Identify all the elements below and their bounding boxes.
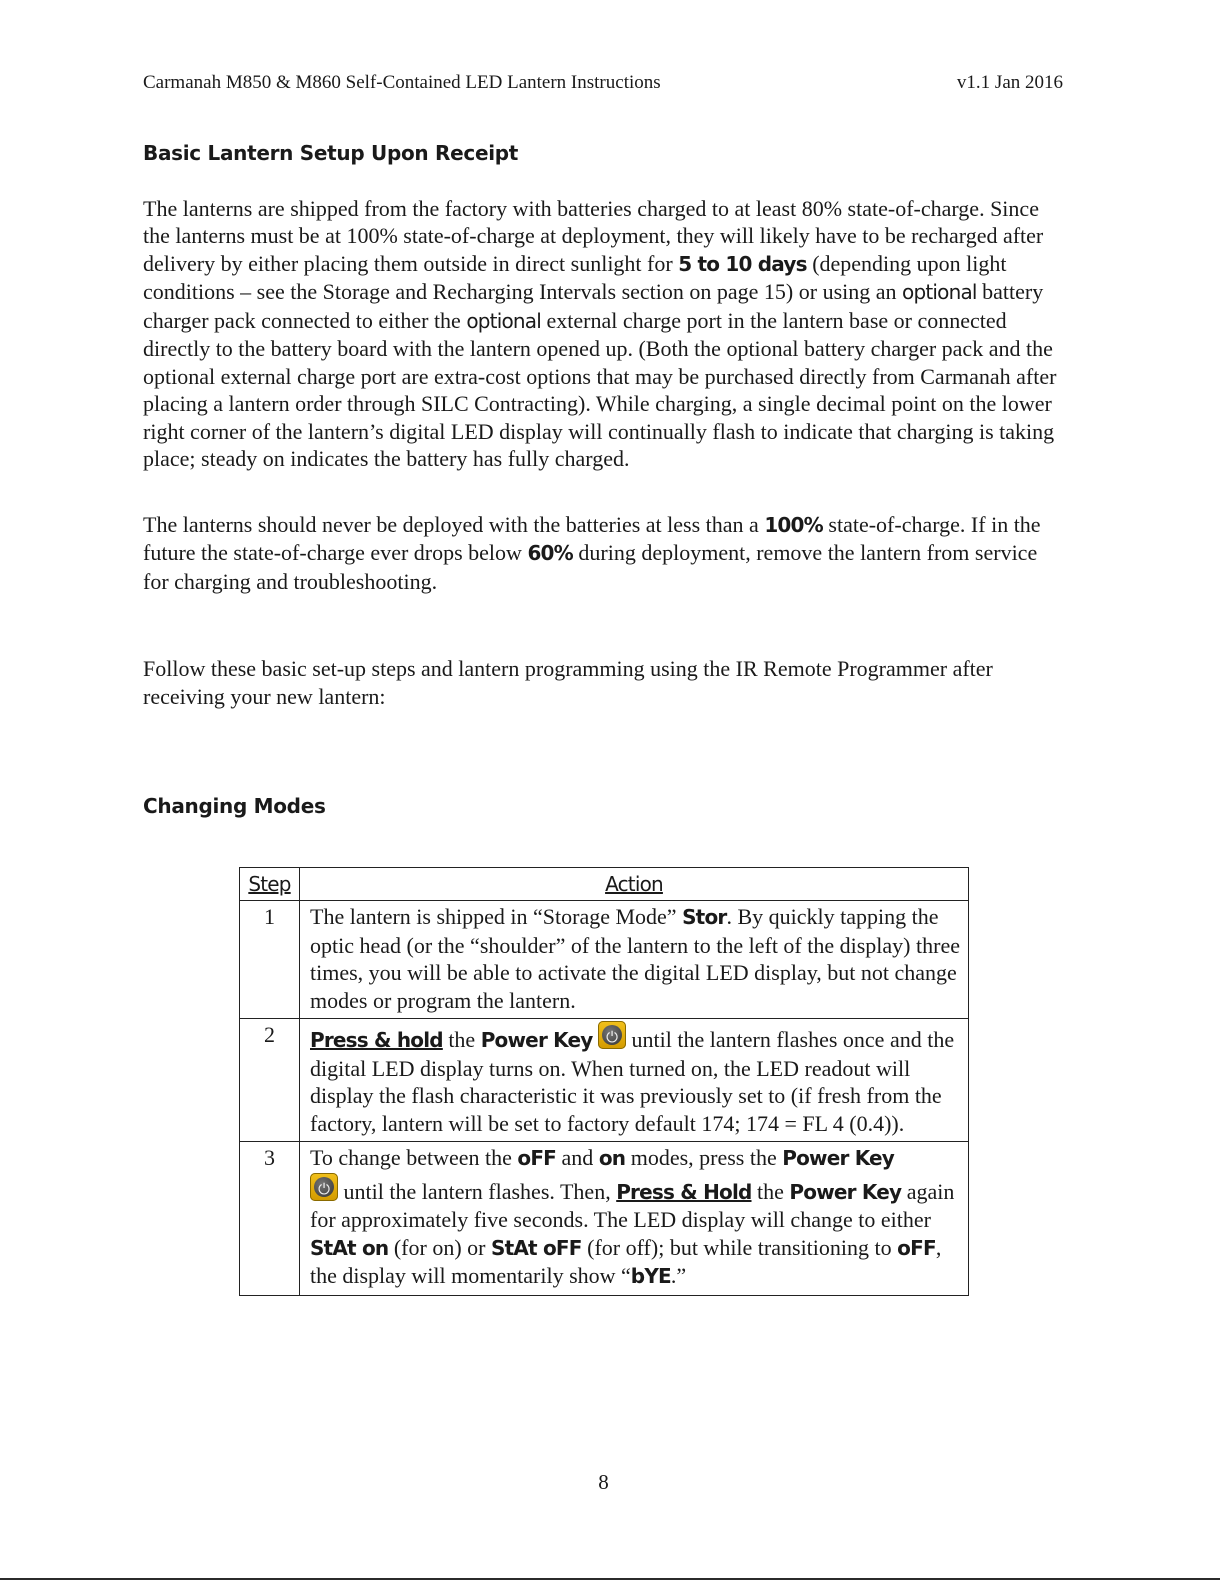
text-run: until the lantern flashes. Then, (338, 1178, 617, 1204)
text-run: external charge port in the lantern base or connected directly to the battery board with the lantern opened up. (Both the optional battery charger pack and the optional external charge port are extra-cost options that may be purchased directly from Carmanah after placing a lantern order through SILC Contracting). While charging, a single decimal point on the lower right corner of the lantern’s digital LED display will continually flash to indicate that charging is taking place; steady on indicates the battery has fully charged. (143, 307, 1057, 471)
text-run: the (751, 1178, 790, 1204)
steps-table (239, 867, 969, 1296)
text-run: (for on) or (388, 1234, 491, 1260)
text-run: and (556, 1145, 599, 1170)
step-number: 2 (240, 1019, 300, 1142)
mode-bye: bYE (630, 1264, 671, 1288)
text-run: the (442, 1027, 481, 1052)
step-number: 3 (240, 1142, 300, 1296)
step-action (300, 1019, 969, 1142)
page-number: 8 (598, 1470, 609, 1494)
table-header-row (240, 867, 969, 901)
paragraph-shipping (143, 195, 1068, 473)
text-run: , the display will momentarily show “ (310, 1234, 942, 1288)
text-run: The lanterns should never be deployed with the batteries at less than a (143, 511, 765, 537)
text-run: To change between the (310, 1145, 518, 1170)
section-heading-changing-modes: Changing Modes (143, 794, 326, 818)
table-row (240, 1019, 969, 1142)
emphasis-60: 60% (527, 541, 573, 565)
emphasis-power-key: Power Key (480, 1028, 593, 1052)
text-run: (depending upon light conditions – see the Storage and Recharging Intervals section on page 15) or using an (143, 250, 1007, 304)
step-action (300, 1142, 969, 1296)
column-header-action: Action (300, 867, 969, 901)
emphasis-optional: optional (902, 280, 977, 304)
document-version: v1.1 Jan 2016 (956, 72, 1063, 93)
mode-stat-off: StAt oFF (491, 1235, 582, 1260)
emphasis-100: 100% (764, 512, 823, 537)
emphasis-power-key: Power Key (789, 1179, 902, 1204)
section-heading-setup: Basic Lantern Setup Upon Receipt (143, 141, 519, 165)
text-run: (for off); but while transitioning to (581, 1234, 898, 1260)
power-key-icon (598, 1021, 626, 1049)
emphasis-press-hold: Press & hold (310, 1028, 443, 1052)
text-run: state-of-charge. If in the future the state-of-charge ever drops below (143, 511, 1041, 565)
table-row (240, 901, 969, 1019)
document-title: Carmanah M850 & M860 Self-Contained LED Lantern Instructions (143, 72, 661, 93)
text-run: The lanterns are shipped from the factory with batteries charged to at least 80% state-of-charge. Since the lanterns must be at 100% state-of-charge at deployment, they will likely have to be recharged after delivery by either placing them outside in direct sunlight for (143, 195, 1044, 276)
step-number: 1 (240, 901, 300, 1019)
column-header-step: Step (240, 867, 300, 901)
step-action (300, 901, 969, 1019)
mode-off: oFF (517, 1146, 557, 1170)
text-run: again for approximately five seconds. The LED display will change to either (310, 1178, 955, 1232)
mode-off: oFF (897, 1235, 936, 1260)
text-run: during deployment, remove the lantern from service for charging and troubleshooting. (143, 540, 1038, 594)
paragraph-state-of-charge (143, 511, 1068, 596)
emphasis-days: 5 to 10 days (678, 251, 807, 276)
page-header (143, 72, 1063, 94)
text-run: The lantern is shipped in “Storage Mode” (310, 904, 683, 929)
mode-stor: Stor (682, 905, 727, 929)
text-run: . By quickly tapping the optic head (or the “shoulder” of the lantern to the left of the display) three times, you will be able to activate the digital LED display, but not change modes or program the lantern. (310, 904, 960, 1013)
text-run: modes, press the (625, 1145, 783, 1170)
text-run: .” (670, 1263, 687, 1288)
table-row (240, 1142, 969, 1296)
emphasis-press-hold: Press & Hold (616, 1179, 752, 1204)
mode-stat-on: StAt on (310, 1235, 389, 1260)
emphasis-power-key: Power Key (782, 1146, 895, 1170)
text-run: battery charger pack connected to either the (143, 279, 1044, 333)
text-run: until the lantern flashes once and the digital LED display turns on. When turned on, the LED readout will display the flash characteristic it was previously set to (if fresh from the factory, lantern will be set to factory default 174; 174 = FL 4 (0.4)). (310, 1027, 955, 1136)
mode-on: on (598, 1146, 626, 1170)
emphasis-optional: optional (466, 308, 541, 333)
page-content (143, 140, 1068, 1296)
power-key-icon (310, 1173, 338, 1201)
paragraph-follow-steps: Follow these basic set-up steps and lantern programming using the IR Remote Programmer after receiving your new lantern: (143, 656, 993, 709)
page-bottom-rule (0, 1578, 1220, 1580)
